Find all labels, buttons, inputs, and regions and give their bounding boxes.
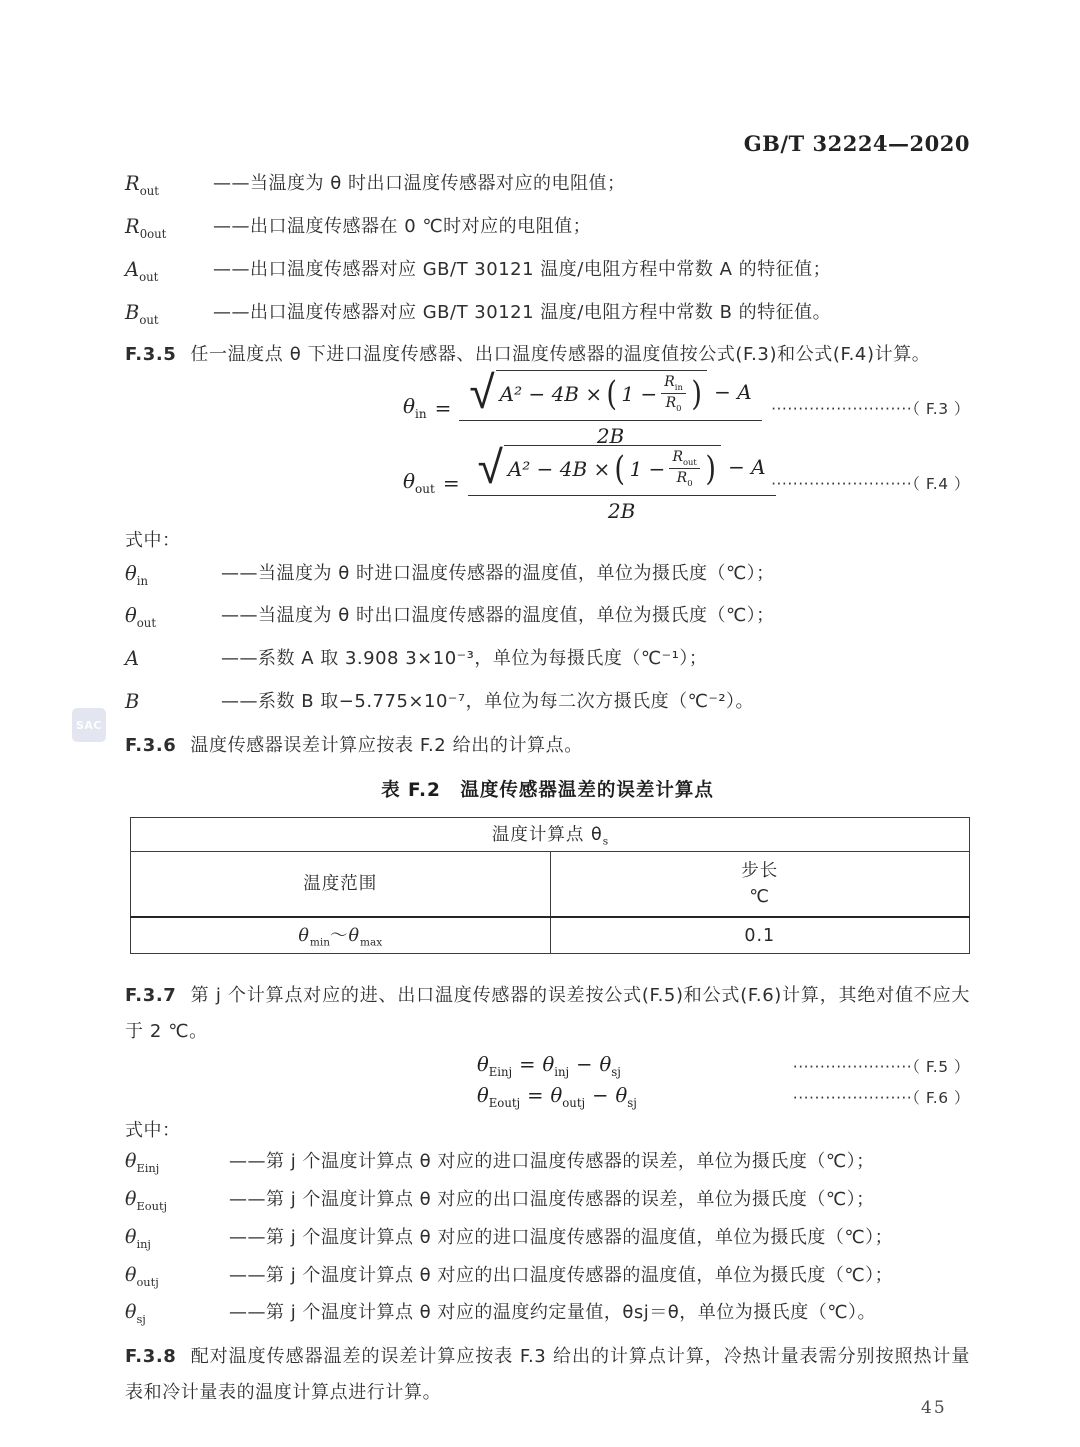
fraction-denominator: 2B [607,498,636,523]
where-label: 式中： [125,529,181,551]
symbol-definitions-top [125,166,970,338]
symbol-description: ——第 j 个温度计算点 θ 对应的进口温度传感器的温度值，单位为摄氏度（℃）； [229,1226,894,1248]
symbol-description: ——当温度为 θ 时出口温度传感器对应的电阻值； [213,173,626,194]
minus-a: − A [728,454,766,479]
fraction [459,364,761,448]
step-label: 步长 [741,861,779,882]
symbol-description: ——当温度为 θ 时出口温度传感器的温度值，单位为摄氏度（℃）； [221,605,775,627]
definition-row [125,252,970,295]
page-content [125,130,970,1411]
fraction-numerator: √ A² − 4B × ( 1 − $R_{in}$ $R_0$ ) − A [459,368,761,421]
symbol-description: ——第 j 个温度计算点 θ 对应的温度约定量值，θsj＝θ，单位为摄氏度（℃）。 [229,1302,877,1324]
where-label: 式中： [125,1120,181,1142]
symbol-r-0out: $R_{0out}$ [125,214,167,241]
radicand-prefix: A² − 4B × [507,456,611,481]
symbol-theta-eoutj: $\theta_{Eoutj}$ [125,1187,168,1213]
symbol-a: A [125,647,140,671]
clause-f38 [125,1339,970,1411]
symbol-theta-out: $\theta_{out}$ [125,604,157,631]
equation-f4 [125,439,970,523]
table-f2-caption: 表 F.2 温度传感器温差的误差计算点 [381,780,714,802]
equals-sign: = [527,1083,544,1107]
definition-row [125,166,970,209]
definition-row [125,209,970,252]
one-minus: 1 − [621,381,658,406]
definition-row [125,641,970,684]
radicand-prefix: A² − 4B × [499,381,603,406]
clause-text: 任一温度点 θ 下进口温度传感器、出口温度传感器的温度值按公式(F.3)和公式(F.4)计算。 [190,343,931,365]
symbol-theta-sj: $\theta_{sj}$ [125,1301,146,1327]
temperature-range-cell: $\theta_{min}\sim\theta_{max}$ [131,917,551,954]
symbol-description: ——出口温度传感器对应 GB/T 30121 温度/电阻方程中常数 A 的特征值； [213,258,832,280]
radicand: A² − 4B × ( 1 − $R_{out}$ $R_0$ ) [504,445,721,489]
symbol-b-out: $B_{out}$ [125,300,159,327]
standard-number: GB/T 32224—2020 [743,131,970,156]
symbol-description: ——出口温度传感器对应 GB/T 30121 温度/电阻方程中常数 B 的特征值。 [213,301,832,323]
clause-f37 [125,978,970,1050]
table-header-cell: 温度计算点 $\theta_s$ [131,818,970,852]
table-f2 [130,817,970,954]
symbol-description: ——当温度为 θ 时进口温度传感器的温度值，单位为摄氏度（℃）； [221,562,775,584]
definition-row [125,684,970,727]
fraction-denominator: 2B [596,423,625,448]
minus-a: − A [714,379,752,404]
definition-row [125,1146,970,1184]
radicand: A² − 4B × ( 1 − $R_{in}$ $R_0$ ) [496,370,707,414]
sac-watermark-logo: SAC [72,708,106,742]
clause-f36 [125,729,970,763]
clause-label: F.3.5 [125,343,177,365]
symbol-theta-inj: $\theta_{inj}$ [125,1225,151,1251]
symbol-description: ——第 j 个温度计算点 θ 对应的出口温度传感器的温度值，单位为摄氏度（℃）； [229,1264,894,1286]
symbol-r-out: $R_{out}$ [125,172,159,198]
equation-f6 [125,1081,970,1112]
symbol-definitions-mid [125,556,970,728]
inner-fraction: $R_{in}$ $R_0$ [661,374,686,414]
symbol-description: ——第 j 个温度计算点 θ 对应的进口温度传感器的误差，单位为摄氏度（℃）； [229,1151,875,1173]
equation-f5-expression: $\theta_{Einj}$ = $\theta_{inj}$ − $\theta_{sj}$ [477,1052,621,1079]
equation-f6-expression: $\theta_{Eoutj}$ = $\theta_{outj}$ − $\theta_{sj}$ [477,1083,637,1110]
definition-row [125,295,970,338]
equation-f3 [125,364,970,448]
symbol-theta-in: $\theta_{in}$ [125,561,149,588]
table-row [131,917,970,954]
table-row [131,818,970,852]
page-number: 45 [921,1398,947,1418]
definition-row [125,1260,970,1298]
equation-f4-label: ··························（ F.4 ） [771,474,970,493]
theta-out-symbol: $\theta_{out}$ [403,469,435,497]
definition-row [125,1184,970,1222]
symbol-a-out: $A_{out}$ [125,257,159,284]
symbol-definitions-bottom [125,1146,970,1335]
fraction-numerator: √ A² − 4B × ( 1 − $R_{out}$ $R_0$ ) − A [468,443,776,496]
symbol-theta-einj: $\theta_{Einj}$ [125,1150,160,1175]
inner-fraction: $R_{out}$ $R_0$ [669,449,699,489]
equation-f5 [125,1050,970,1081]
table-row [131,852,970,918]
clause-text: 配对温度传感器温差的误差计算应按表 F.3 给出的计算点计算，冷热计量表需分别按照热计量表和冷计量表的温度计算点进行计算。 [125,1346,970,1404]
minus-sign: − [592,1083,609,1107]
definition-row [125,598,970,641]
equation-f3-label: ··························（ F.3 ） [771,399,970,418]
clause-f35 [125,338,970,372]
symbol-description: ——出口温度传感器在 0 ℃时对应的电阻值； [213,215,592,237]
one-minus: 1 − [629,456,666,481]
definition-row [125,556,970,599]
equation-f5-label: ······················（ F.5 ） [792,1057,970,1076]
table-col2-header [550,852,970,918]
clause-label: F.3.7 [125,985,177,1007]
minus-sign: − [576,1052,593,1076]
equals-sign: = [519,1052,536,1076]
fraction [468,439,776,523]
symbol-description: ——系数 A 取 3.908 3×10⁻³，单位为每摄氏度（℃⁻¹）； [221,648,708,670]
equals-sign: = [434,395,452,420]
equation-f4-expression [403,439,776,523]
equation-f6-label: ······················（ F.6 ） [792,1088,970,1107]
definition-row [125,1297,970,1335]
clause-text: 第 j 个计算点对应的进、出口温度传感器的误差按公式(F.5)和公式(F.6)计算，其绝对值不应大于 2 ℃。 [125,985,970,1043]
symbol-description: ——系数 B 取−5.775×10⁻⁷，单位为每二次方摄氏度（℃⁻²）。 [221,691,755,713]
step-value-cell: 0.1 [550,917,970,954]
equation-f3-expression [403,364,762,448]
symbol-b: B [125,690,140,714]
table-col1-header: 温度范围 [131,852,551,918]
equals-sign: = [442,470,460,495]
symbol-description: ——第 j 个温度计算点 θ 对应的出口温度传感器的误差，单位为摄氏度（℃）； [229,1188,875,1210]
clause-label: F.3.8 [125,1346,177,1368]
clause-label: F.3.6 [125,735,177,757]
theta-in-symbol: $\theta_{in}$ [403,394,427,422]
step-unit: ℃ [749,887,771,908]
definition-row [125,1222,970,1260]
symbol-theta-outj: $\theta_{outj}$ [125,1263,159,1289]
clause-text: 温度传感器误差计算应按表 F.2 给出的计算点。 [190,735,583,757]
